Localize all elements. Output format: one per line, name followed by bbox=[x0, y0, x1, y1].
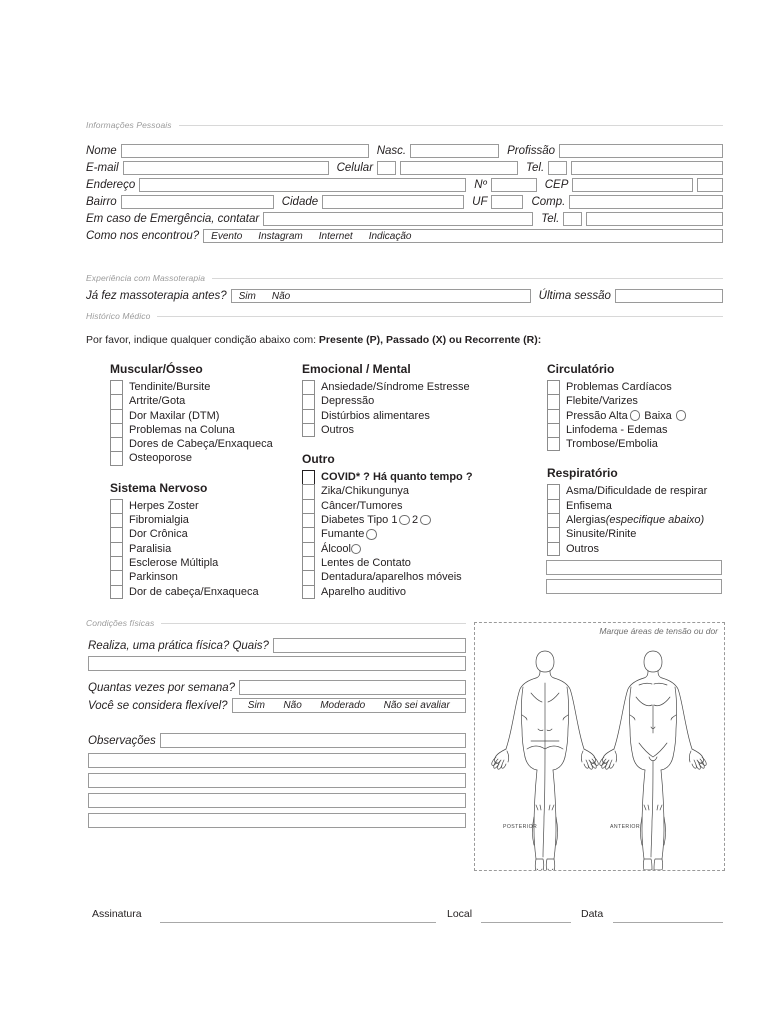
checkbox-trombose-embolia[interactable] bbox=[547, 437, 560, 451]
checkbox-lentes-contato[interactable] bbox=[302, 556, 315, 570]
item-label: Dentadura/aparelhos móveis bbox=[321, 571, 462, 584]
ultima-sessao-input[interactable] bbox=[615, 289, 723, 303]
section-header-experience-label: Experiência com Massoterapia bbox=[86, 273, 206, 283]
observacoes-input-1[interactable] bbox=[160, 733, 466, 748]
observacoes-label: Observações bbox=[88, 734, 156, 747]
uf-label: UF bbox=[472, 196, 488, 208]
checkbox-strip bbox=[302, 380, 315, 437]
nome-label: Nome bbox=[86, 145, 117, 157]
divider bbox=[161, 623, 466, 624]
item-label: Depressão bbox=[321, 395, 375, 408]
item-label: Zika/Chikungunya bbox=[321, 485, 410, 498]
quantas-vezes-label: Quantas vezes por semana? bbox=[88, 681, 236, 694]
checkbox-disturbios-alimentares[interactable] bbox=[302, 409, 315, 423]
item-label: Parkinson bbox=[129, 571, 178, 584]
email-input[interactable] bbox=[123, 161, 329, 175]
row-nome bbox=[86, 144, 723, 158]
cep-suffix-input[interactable] bbox=[697, 178, 723, 192]
option-instagram[interactable]: Instagram bbox=[258, 230, 303, 242]
checkbox-strip bbox=[110, 380, 123, 466]
quantas-vezes-input[interactable] bbox=[239, 680, 466, 695]
row-como-encontrou bbox=[86, 229, 723, 243]
item-label: Outros bbox=[321, 423, 355, 436]
cidade-label: Cidade bbox=[281, 196, 319, 208]
pratica-fisica-input[interactable] bbox=[273, 638, 466, 653]
checkbox-strip bbox=[547, 380, 560, 451]
checkbox-flebite-varizes[interactable] bbox=[547, 394, 560, 408]
emergencia-tel-input[interactable] bbox=[586, 212, 723, 226]
ultima-sessao-label: Última sessão bbox=[538, 290, 611, 302]
label-strip bbox=[560, 380, 688, 451]
item-label: Fibromialgia bbox=[129, 514, 189, 527]
item-label: Problemas na Coluna bbox=[129, 423, 235, 436]
row-pratica-fisica bbox=[88, 638, 466, 653]
section-header-experience bbox=[86, 273, 723, 283]
medical-instruction bbox=[86, 334, 541, 346]
data-label: Data bbox=[581, 908, 604, 920]
personal-info-fields bbox=[86, 144, 723, 246]
checkbox-covid[interactable] bbox=[302, 470, 315, 484]
option-nao-sei-avaliar[interactable]: Não sei avaliar bbox=[383, 700, 450, 711]
checkbox-parkinson[interactable] bbox=[110, 570, 123, 584]
checkbox-fumante[interactable] bbox=[302, 527, 315, 541]
massoterapia-options[interactable] bbox=[231, 289, 531, 303]
bairro-label: Bairro bbox=[86, 196, 117, 208]
checkbox-depressao[interactable] bbox=[302, 394, 315, 408]
row-endereco bbox=[86, 178, 723, 192]
body-outline-diagram[interactable] bbox=[475, 623, 724, 870]
item-label: Artrite/Gota bbox=[129, 395, 186, 408]
group-emocional bbox=[302, 380, 473, 437]
divider bbox=[179, 125, 723, 126]
section-header-personal-label: Informações Pessoais bbox=[86, 120, 172, 130]
item-label: Problemas Cardíacos bbox=[566, 381, 672, 393]
massoterapia-question-label: Já fez massoterapia antes? bbox=[86, 290, 227, 302]
checkbox-aparelho-auditivo[interactable] bbox=[302, 585, 315, 599]
checkbox-diabetes[interactable] bbox=[302, 513, 315, 527]
item-label: Dor Maxilar (DTM) bbox=[129, 409, 220, 422]
group-title-circulatorio: Circulatório bbox=[547, 362, 615, 376]
group-title-respiratorio: Respiratório bbox=[547, 466, 618, 481]
data-line[interactable] bbox=[613, 922, 723, 923]
checkbox-fibromialgia[interactable] bbox=[110, 513, 123, 527]
group-muscular bbox=[110, 380, 273, 466]
label-strip bbox=[315, 470, 473, 599]
checkbox-problemas-cardiacos[interactable] bbox=[547, 380, 560, 394]
como-encontrou-label: Como nos encontrou? bbox=[86, 230, 200, 242]
checkbox-outros-respiratorio[interactable] bbox=[547, 542, 560, 556]
row-emergencia bbox=[86, 212, 723, 226]
radio-pressao-baixa[interactable] bbox=[676, 410, 687, 421]
option-indicacao[interactable]: Indicação bbox=[368, 230, 412, 242]
item-fumante bbox=[321, 527, 473, 541]
item-label: Fumante bbox=[321, 528, 365, 541]
local-label: Local bbox=[447, 908, 473, 920]
label-strip bbox=[560, 484, 707, 555]
pratica-fisica-label: Realiza, uma prática física? Quais? bbox=[88, 639, 269, 652]
item-label: Esclerose Múltipla bbox=[129, 556, 219, 569]
checkbox-alcool[interactable] bbox=[302, 542, 315, 556]
item-label: Ansiedade/Síndrome Estresse bbox=[321, 381, 470, 393]
checkbox-linfodema-edemas[interactable] bbox=[547, 423, 560, 437]
medical-instruction-plain: Por favor, indique qualquer condição abaixo com: bbox=[86, 334, 319, 346]
alergias-write-in-2[interactable] bbox=[546, 579, 722, 594]
item-label: Sinusite/Rinite bbox=[566, 528, 637, 541]
divider bbox=[157, 316, 723, 317]
item-label: Paralisia bbox=[129, 542, 172, 555]
bairro-input[interactable] bbox=[121, 195, 274, 209]
nasc-input[interactable] bbox=[410, 144, 499, 158]
checkbox-problemas-coluna[interactable] bbox=[110, 423, 123, 437]
item-label: Diabetes Tipo 1 bbox=[321, 514, 398, 527]
group-title-outro: Outro bbox=[302, 452, 335, 467]
comp-input[interactable] bbox=[569, 195, 723, 209]
group-title-muscular: Muscular/Ósseo bbox=[110, 362, 203, 376]
como-encontrou-options[interactable] bbox=[203, 229, 723, 243]
item-label: Linfodema - Edemas bbox=[566, 423, 668, 436]
body-map-label-posterior: POSTERIOR bbox=[503, 824, 538, 830]
observacoes-block bbox=[88, 733, 466, 828]
item-label: Dor Crônica bbox=[129, 528, 188, 541]
checklist-column-middle bbox=[302, 362, 473, 599]
item-diabetes bbox=[321, 513, 473, 527]
divider bbox=[212, 278, 723, 279]
observacoes-input-3[interactable] bbox=[88, 773, 466, 788]
checkbox-esclerose-multipla[interactable] bbox=[110, 556, 123, 570]
checkbox-herpes-zoster[interactable] bbox=[110, 499, 123, 513]
checkbox-pressao[interactable] bbox=[547, 409, 560, 423]
nasc-label: Nasc. bbox=[376, 145, 407, 157]
celular-label: Celular bbox=[336, 162, 374, 174]
row-bairro bbox=[86, 195, 723, 209]
item-label: Osteoporose bbox=[129, 452, 192, 465]
tel-input[interactable] bbox=[571, 161, 723, 175]
email-label: E-mail bbox=[86, 162, 119, 174]
observacoes-input-2[interactable] bbox=[88, 753, 466, 768]
emergencia-tel-label: Tel. bbox=[541, 213, 560, 225]
nome-input[interactable] bbox=[121, 144, 369, 158]
item-label: Asma/Dificuldade de respirar bbox=[566, 485, 708, 498]
row-flexivel bbox=[88, 698, 466, 713]
section-header-physical-label: Condições físicas bbox=[86, 618, 155, 628]
group-title-emocional: Emocional / Mental bbox=[302, 362, 411, 376]
tel-label: Tel. bbox=[526, 162, 545, 174]
item-label: Tendinite/Bursite bbox=[129, 381, 211, 393]
checklist-column-left bbox=[110, 362, 273, 599]
option-evento[interactable]: Evento bbox=[211, 230, 243, 242]
pratica-fisica-input-2[interactable] bbox=[88, 656, 466, 671]
section-header-personal bbox=[86, 120, 723, 130]
row-quantas-vezes bbox=[88, 680, 466, 695]
profissao-label: Profissão bbox=[507, 145, 556, 157]
option-sim[interactable]: Sim bbox=[238, 290, 256, 302]
assinatura-line[interactable] bbox=[160, 922, 436, 923]
item-label: Aparelho auditivo bbox=[321, 585, 407, 598]
checkbox-dor-cabeca-enxaqueca[interactable] bbox=[110, 585, 123, 599]
label-strip bbox=[123, 499, 259, 599]
radio-diabetes-tipo1[interactable] bbox=[399, 515, 410, 526]
body-map-panel[interactable] bbox=[474, 622, 725, 871]
item-label-note: (especifique abaixo) bbox=[605, 514, 705, 527]
item-label: Distúrbios alimentares bbox=[321, 409, 430, 422]
checkbox-artrite-gota[interactable] bbox=[110, 394, 123, 408]
flexivel-options[interactable] bbox=[232, 698, 466, 713]
emergencia-label: Em caso de Emergência, contatar bbox=[86, 213, 260, 225]
endereco-input[interactable] bbox=[139, 178, 466, 192]
item-label-covid: COVID* ? Há quanto tempo ? bbox=[321, 471, 473, 484]
group-respiratorio bbox=[547, 484, 723, 555]
item-alcool bbox=[321, 542, 473, 556]
checkbox-outros-emocional[interactable] bbox=[302, 423, 315, 437]
checkbox-strip bbox=[110, 499, 123, 599]
checkbox-dor-cronica[interactable] bbox=[110, 527, 123, 541]
checkbox-paralisia[interactable] bbox=[110, 542, 123, 556]
experience-row bbox=[86, 289, 723, 303]
item-label: Alergias bbox=[566, 514, 606, 527]
item-label: Flebite/Varizes bbox=[566, 395, 638, 408]
group-nervoso bbox=[110, 499, 273, 599]
checkbox-ansiedade[interactable] bbox=[302, 380, 315, 394]
item-label: Câncer/Tumores bbox=[321, 499, 403, 512]
checkbox-sinusite-rinite[interactable] bbox=[547, 527, 560, 541]
item-label: Pressão Alta bbox=[566, 409, 628, 422]
cep-input[interactable] bbox=[572, 178, 693, 192]
item-label: Herpes Zoster bbox=[129, 499, 199, 512]
radio-fumante[interactable] bbox=[366, 529, 377, 540]
item-label: Dores de Cabeça/Enxaqueca bbox=[129, 438, 273, 451]
item-label: Dor de cabeça/Enxaqueca bbox=[129, 585, 259, 598]
label-strip bbox=[315, 380, 470, 437]
local-line[interactable] bbox=[481, 922, 571, 923]
section-header-medical-label: Histórico Médico bbox=[86, 311, 151, 321]
alergias-write-in-1[interactable] bbox=[546, 560, 722, 575]
checkbox-zika-chikungunya[interactable] bbox=[302, 484, 315, 498]
section-header-physical bbox=[86, 618, 466, 628]
checkbox-cancer-tumores[interactable] bbox=[302, 499, 315, 513]
uf-input[interactable] bbox=[491, 195, 523, 209]
observacoes-input-5[interactable] bbox=[88, 813, 466, 828]
flexivel-label: Você se considera flexível? bbox=[88, 699, 228, 712]
checkbox-osteoporose[interactable] bbox=[110, 451, 123, 465]
item-alergias bbox=[566, 513, 707, 527]
option-nao[interactable]: Não bbox=[271, 290, 291, 302]
tel-ddd-input[interactable] bbox=[548, 161, 567, 175]
label-strip bbox=[123, 380, 273, 466]
body-map-caption: Marque áreas de tensão ou dor bbox=[599, 626, 718, 636]
checkbox-dores-cabeca[interactable] bbox=[110, 437, 123, 451]
assinatura-label: Assinatura bbox=[92, 908, 142, 920]
item-label: Trombose/Embolia bbox=[566, 438, 658, 451]
checkbox-enfisema[interactable] bbox=[547, 499, 560, 513]
section-header-medical bbox=[86, 311, 723, 321]
radio-pressao-alta[interactable] bbox=[630, 410, 641, 421]
item-label: Álcool bbox=[321, 542, 351, 555]
celular-input[interactable] bbox=[400, 161, 518, 175]
physical-fields bbox=[88, 638, 466, 716]
item-label-suffix: 2 bbox=[411, 514, 419, 527]
row-observacoes bbox=[88, 733, 466, 748]
group-circulatorio bbox=[547, 380, 723, 451]
emergencia-input[interactable] bbox=[263, 212, 533, 226]
numero-input[interactable] bbox=[491, 178, 537, 192]
numero-label: Nº bbox=[474, 179, 487, 191]
group-title-nervoso: Sistema Nervoso bbox=[110, 480, 208, 495]
item-label: Enfisema bbox=[566, 499, 612, 512]
item-label: Lentes de Contato bbox=[321, 556, 411, 569]
checklist-column-right bbox=[547, 362, 723, 594]
group-outro bbox=[302, 470, 473, 599]
checkbox-tendinite-bursite[interactable] bbox=[110, 380, 123, 394]
radio-diabetes-tipo2[interactable] bbox=[420, 515, 431, 526]
row-email bbox=[86, 161, 723, 175]
option-internet[interactable]: Internet bbox=[318, 230, 353, 242]
checkbox-dor-maxilar[interactable] bbox=[110, 409, 123, 423]
option-sim[interactable]: Sim bbox=[247, 700, 266, 711]
comp-label: Comp. bbox=[531, 196, 566, 208]
emergencia-tel-ddd-input[interactable] bbox=[563, 212, 582, 226]
item-label: Outros bbox=[566, 542, 600, 555]
option-moderado[interactable]: Moderado bbox=[320, 700, 366, 711]
checkbox-dentadura[interactable] bbox=[302, 570, 315, 584]
item-pressao bbox=[566, 409, 688, 423]
observacoes-input-4[interactable] bbox=[88, 793, 466, 808]
profissao-input[interactable] bbox=[559, 144, 723, 158]
celular-ddd-input[interactable] bbox=[377, 161, 396, 175]
checkbox-strip bbox=[547, 484, 560, 555]
checkbox-strip bbox=[302, 470, 315, 599]
radio-alcool[interactable] bbox=[351, 544, 362, 555]
medical-instruction-bold: Presente (P), Passado (X) ou Recorrente (R): bbox=[318, 334, 542, 346]
cidade-input[interactable] bbox=[322, 195, 464, 209]
body-map-label-anterior: ANTERIOR bbox=[610, 824, 641, 830]
checkbox-alergias[interactable] bbox=[547, 513, 560, 527]
item-label-suffix: Baixa bbox=[644, 409, 672, 422]
checkbox-asma[interactable] bbox=[547, 484, 560, 498]
endereco-label: Endereço bbox=[86, 179, 136, 191]
cep-label: CEP bbox=[544, 179, 569, 191]
option-nao[interactable]: Não bbox=[283, 700, 302, 711]
